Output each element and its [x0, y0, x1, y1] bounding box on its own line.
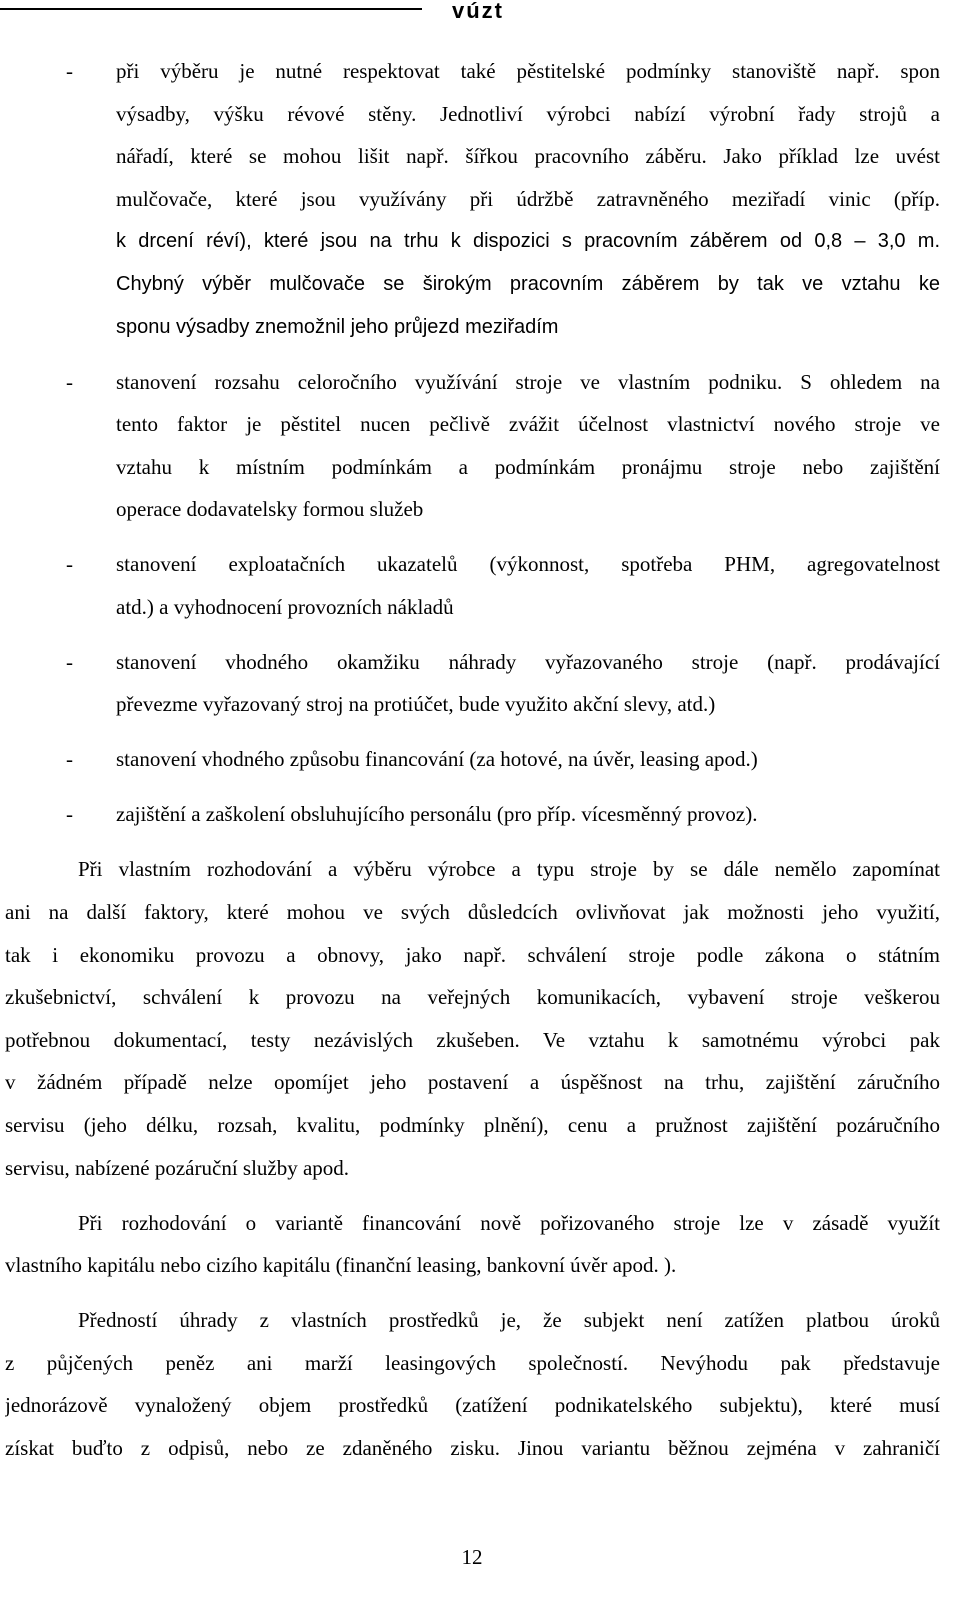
paragraph-line: Při rozhodování o variantě financování nově pořizovaného stroje lze v zásadě využít	[78, 1210, 940, 1235]
bullet-item	[0, 641, 960, 726]
bullet-item	[0, 50, 960, 348]
bullet-line: operace dodavatelsky formou služeb	[116, 497, 424, 522]
bullet-line: k drcení réví), které jsou na trhu k dispozici s pracovním záběrem od 0,8 – 3,0 m.	[116, 230, 940, 253]
bullet-item	[0, 543, 960, 628]
bullet-marker: -	[66, 59, 73, 83]
paragraph-line: tak i ekonomiku provozu a obnovy, jako např. schválení stroje podle zákona o státním	[5, 942, 940, 967]
paragraph-line: Předností úhrady z vlastních prostředků je, že subjekt není zatížen platbou úroků	[78, 1308, 940, 1333]
bullet-marker: -	[66, 649, 73, 674]
paragraph	[0, 1202, 960, 1287]
bullet-marker: -	[66, 747, 73, 772]
paragraph	[0, 1299, 960, 1469]
paragraph-line: ani na další faktory, které mohou ve svých důsledcích ovlivňovat jak možnosti jeho využití,	[5, 900, 940, 925]
paragraph-line: servisu (jeho délku, rozsah, kvalitu, podmínky plnění), cenu a pružnost zajištění pozáručního	[5, 1113, 940, 1137]
bullet-line: při výběru je nutné respektovat také pěstitelské podmínky stanoviště např. spon	[116, 59, 940, 83]
bullet-marker: -	[66, 802, 73, 827]
paragraph-line: v žádném případě nelze opomíjet jeho postavení a úspěšnost na trhu, zajištění záručního	[5, 1070, 940, 1095]
page-content	[0, 50, 960, 1482]
bullet-item	[0, 738, 960, 781]
bullet-item	[0, 793, 960, 836]
paragraph-line: potřebnou dokumentací, testy nezávislých zkušeben. Ve vztahu k samotnému výrobci pak	[5, 1027, 940, 1052]
header-rule	[0, 8, 422, 10]
bullet-line: zajištění a zaškolení obsluhujícího personálu (pro příp. vícesměnný provoz).	[116, 802, 758, 827]
page-number: 12	[461, 1545, 483, 1569]
bullet-marker: -	[66, 552, 73, 577]
bullet-line: nářadí, které se mohou lišit např. šířkou pracovního záběru. Jako příklad lze uvést	[116, 144, 940, 169]
bullet-marker: -	[66, 369, 73, 394]
paragraph-line: získat buďto z odpisů, nebo ze zdaněného zisku. Jinou variantu běžnou zejména v zahraničí	[5, 1435, 940, 1460]
logo-text: vúzt	[452, 0, 504, 22]
paragraph-line: zkušebnictví, schválení k provozu na veřejných komunikacích, vybavení stroje veškerou	[5, 985, 940, 1010]
bullet-line: výsadby, výšku révové stěny. Jednotliví výrobci nabízí výrobní řady strojů a	[116, 101, 940, 126]
bullet-line: stanovení exploatačních ukazatelů (výkonnost, spotřeba PHM, agregovatelnost	[116, 552, 940, 577]
vuzt-logo	[430, 0, 526, 22]
bullet-line: převezme vyřazovaný stroj na protiúčet, bude využito akční slevy, atd.)	[116, 692, 716, 717]
bullet-line: stanovení vhodného způsobu financování (za hotové, na úvěr, leasing apod.)	[116, 747, 758, 772]
paragraph-line: Při vlastním rozhodování a výběru výrobce a typu stroje by se dále nemělo zapomínat	[78, 857, 940, 882]
paragraph-line: jednorázově vynaložený objem prostředků (zatížení podnikatelského subjektu), které musí	[5, 1393, 940, 1418]
paragraph-line: servisu, nabízené pozáruční služby apod.	[5, 1155, 350, 1180]
bullet-line: Chybný výběr mulčovače se širokým pracovním záběrem by tak ve vztahu ke	[116, 272, 940, 295]
bullet-line: stanovení vhodného okamžiku náhrady vyřazovaného stroje (např. prodávající	[116, 649, 940, 674]
bullet-line: mulčovače, které jsou využívány při údržbě zatravněného meziřadí vinic (příp.	[116, 186, 940, 211]
bullet-line: stanovení rozsahu celoročního využívání stroje ve vlastním podniku. S ohledem na	[116, 369, 940, 394]
paragraph	[0, 848, 960, 1189]
paragraph-line: z půjčených peněz ani marží leasingových společností. Nevýhodu pak představuje	[5, 1350, 940, 1375]
bullet-line: tento faktor je pěstitel nucen pečlivě zvážit účelnost vlastnictví nového stroje ve	[116, 412, 940, 437]
bullet-line: sponu výsadby znemožnil jeho průjezd meziřadím	[116, 315, 559, 338]
bullet-line: vztahu k místním podmínkám a podmínkám pronájmu stroje nebo zajištění	[116, 454, 940, 479]
bullet-item	[0, 361, 960, 531]
bullet-line: atd.) a vyhodnocení provozních nákladů	[116, 594, 454, 619]
paragraph-line: vlastního kapitálu nebo cizího kapitálu (finanční leasing, bankovní úvěr apod. ).	[5, 1253, 677, 1278]
